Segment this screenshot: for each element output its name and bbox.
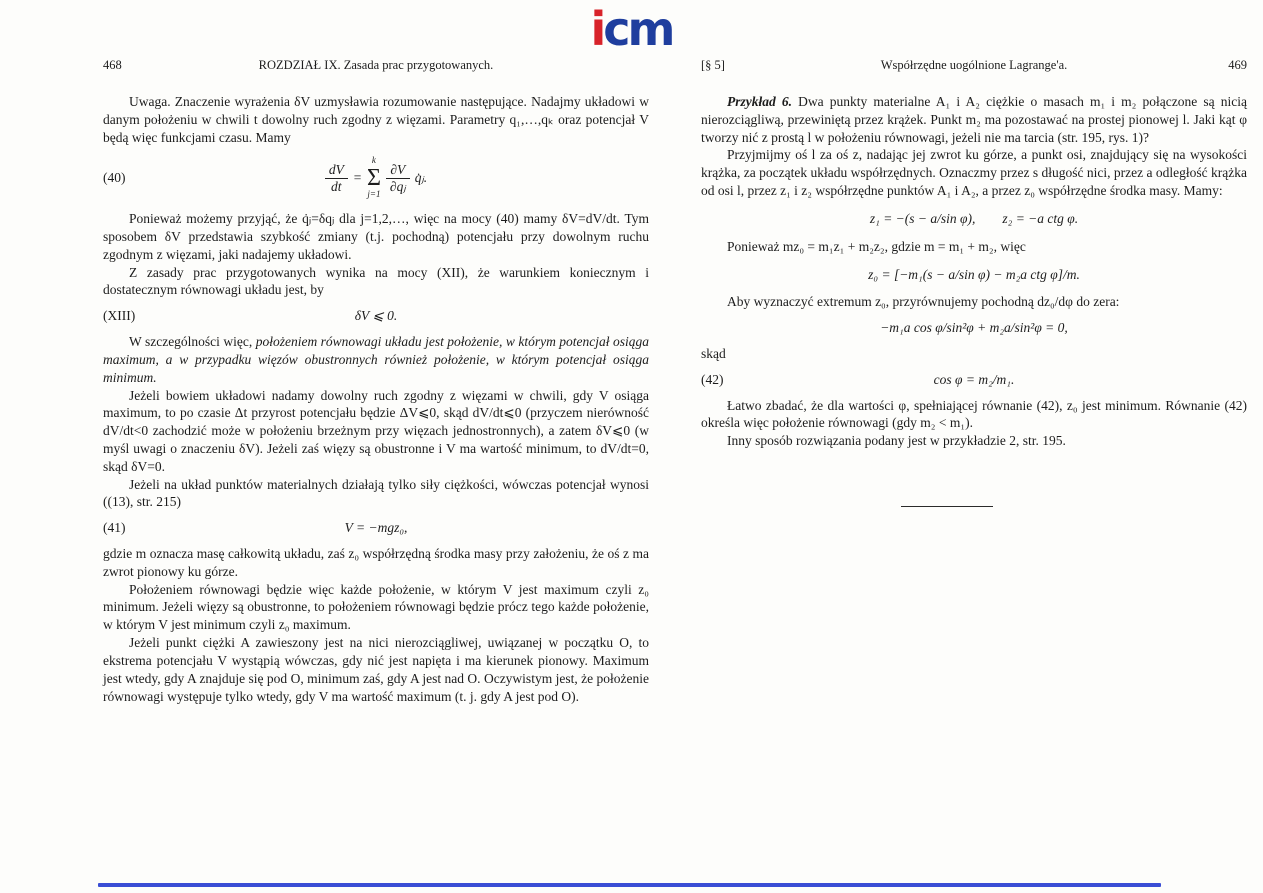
fraction-dV-dqj: $\frac{\partial V}{\text{∂qⱼ}}$ bbox=[386, 162, 410, 194]
equation-41 bbox=[103, 519, 649, 537]
paragraph-polozeniem: Położeniem równowagi będzie więc każde położenie, w którym V jest maximum czyli z₀ minimum. Jeżeli więzy są obustronne, to położeniem równowagi będzie prócz tego każde położenie, w którym V jest minimum czyli z₀ maximum. bbox=[103, 581, 649, 633]
paragraph-poniewaz: Ponieważ możemy przyjąć, że q̇ⱼ=δqⱼ dla j=1,2,…, więc na mocy (40) mamy δV=dV/dt. Tym sposobem δV przedstawia szybkość zmiany (t.j. pochodną) potencjału przy dowolnym ruchu zgodnym z więzami, jaki nadajemy układowi. bbox=[103, 211, 649, 262]
left-running-title: ROZDZIAŁ IX. Zasada prac przygotowanych. bbox=[258, 58, 494, 72]
example-heading: Przykład 6. bbox=[727, 94, 793, 109]
equation-42 bbox=[701, 371, 1247, 389]
right-running-title: Współrzędne uogólnione Lagrange'a. bbox=[880, 58, 1068, 72]
equation-xiii bbox=[103, 307, 649, 325]
equation-40-label: (40) bbox=[103, 170, 126, 186]
equals-sign: = bbox=[352, 170, 362, 186]
equation-z0 bbox=[701, 266, 1247, 284]
paragraph-jezeli-punkt: Jeżeli punkt ciężki A zawieszony jest na nici nierozciągliwej, uwiązanej w początku O, to ekstrema potencjału V wystąpią wówczas, gdy nić jest napięta i ma kierunek pionowy. Maximum jest wtedy, gdy A znajduje się pod O, minimum zaś, gdy A jest nad O. Oczywistym jest, że położenie równowagi występuje tylko wtedy, gdy V ma wartość maximum (t. j. gdy A jest pod O). bbox=[103, 635, 649, 704]
icm-logo bbox=[590, 2, 673, 56]
equation-xiii-text: δV ⩽ 0. bbox=[354, 308, 398, 324]
paragraph-lead-text: W szczególności więc, bbox=[129, 334, 256, 350]
right-page-number: 469 bbox=[1228, 58, 1247, 72]
paragraph-jezeli-bowiem: Jeżeli bowiem układowi nadamy dowolny ruch zgodny z więzami w chwili, gdy V osiąga maximum, to po czasie Δt przyrost potencjału będzie ΔV⩽0, skąd dV/dt⩽0 (przyczem nierówność dV/dt<0 zachodzić może w położeniu brzeżnym przy więzach jednostronnych), a zatem δV⩽0 (w myśl uwagi o znaczeniu δV). Jeżeli zaś więzy są obustronne i V ma wartość minimum, to dV/dt=0, skąd δV=0. bbox=[103, 387, 649, 474]
equation-40-formula bbox=[325, 156, 427, 200]
paragraph-przyjmijmy: Przyjmijmy oś l za oś z, nadając jej zwrot ku górze, a punkt osi, znajdujący się na wysokości krążka, za początek układu współrzędnych. Oznaczmy przez s długość nici, przez a odległość krążka od osi l, przez z₁ i z₂ współrzędne punktów A₁ i A₂, a przez z₀ współrzędne środka masy. Mamy: bbox=[701, 147, 1247, 199]
equation-z1-z2 bbox=[701, 210, 1247, 228]
paragraph-inny: Inny sposób rozwiązania podany jest w przykładzie 2, str. 195. bbox=[727, 433, 1066, 449]
paragraph-gdzie: gdzie m oznacza masę całkowitą układu, zaś z₀ współrzędną środka masy przy założeniu, że oś z ma zwrot pionowy ku górze. bbox=[103, 546, 649, 579]
bottom-blue-line bbox=[98, 883, 1161, 887]
left-page-number: 468 bbox=[103, 58, 122, 72]
paragraph-w-szczegolnosci bbox=[103, 333, 649, 386]
right-page-header bbox=[701, 58, 1247, 73]
summation-symbol: k Σ j=1 bbox=[366, 155, 381, 200]
paragraph-aby: Aby wyznaczyć extremum z₀, przyrównujemy pochodną dz₀/dφ do zera: bbox=[727, 294, 1120, 310]
fraction-dv-dt: $\frac{dV}{dt}$ bbox=[325, 162, 348, 194]
equation-z0-text: z₀ = [−m₁(s − a/sin φ) − m₂a ctg φ]/m. bbox=[868, 266, 1080, 282]
paragraph-uwaga: Uwaga. Znaczenie wyrażenia δV uzmysławia rozumowanie następujące. Nadajmy układowi w danym położeniu w chwili t dowolny ruch zgodny z więzami. Parametry q₁,…,qₖ oraz potencjał V będą więc funkcjami czasu. Mamy bbox=[103, 94, 649, 145]
equation-42-label: (42) bbox=[701, 371, 724, 387]
equation-42-text: cos φ = m₂/m₁. bbox=[933, 371, 1015, 387]
paragraph-z-zasady: Z zasady prac przygotowanych wynika na mocy (XII), że warunkiem koniecznym i dostatecznym równowagi układu jest, by bbox=[103, 264, 649, 298]
paragraph-latwo: Łatwo zbadać, że dla wartości φ, spełniającej równanie (42), z₀ jest minimum. Równanie (42) określa więc położenie równowagi (gdy m₂ < m₁). bbox=[701, 397, 1247, 431]
equation-40 bbox=[103, 156, 649, 200]
equation-derivative bbox=[701, 319, 1247, 337]
example-body-text: Dwa punkty materialne A₁ i A₂ ciężkie o masach m₁ i m₂ połączone są nicią nierozciągliwą, przewiniętą przez krążek. Punkt m₂ ma pozostawać na prostej pionowej l. Jaki kąt φ tworzy nić z prostą l w położeniu równowagi, jeżeli nie ma tarcia (str. 195, rys. 1)? bbox=[701, 94, 1247, 145]
paragraph-italic-text: położeniem równowagi układu jest położenie, w którym potencjał osiąga maximum, a w przypadku więzów obustronnych również położenie, w którym potencjał osiąga minimum. bbox=[103, 334, 649, 385]
equation-40-tail: q̇ⱼ. bbox=[414, 170, 428, 186]
paragraph-skad: skąd bbox=[701, 345, 726, 361]
equation-41-label: (41) bbox=[103, 520, 126, 536]
icm-logo-letter-i: i bbox=[590, 2, 604, 56]
equation-z1-z2-text: z₁ = −(s − a/sin φ), z₂ = −a ctg φ. bbox=[869, 210, 1079, 226]
equation-derivative-text: −m₁a cos φ/sin²φ + m₂a/sin²φ = 0, bbox=[880, 320, 1068, 336]
paragraph-przyklad bbox=[701, 93, 1247, 146]
equation-41-text: V = −mgz₀, bbox=[344, 520, 408, 536]
equation-xiii-label: (XIII) bbox=[103, 308, 136, 324]
section-end-rule bbox=[901, 506, 993, 507]
right-page bbox=[701, 58, 1247, 507]
icm-logo-letters-cm: cm bbox=[603, 2, 673, 56]
left-page-header bbox=[103, 58, 649, 73]
paragraph-poniewaz-mz0: Ponieważ mz₀ = m₁z₁ + m₂z₂, gdzie m = m₁ + m₂, więc bbox=[727, 238, 1026, 254]
left-page bbox=[103, 58, 649, 705]
paragraph-jezeli-na-uklad: Jeżeli na układ punktów materialnych działają tylko siły ciężkości, wówczas potencjał wynosi ((13), str. 215) bbox=[103, 476, 649, 510]
section-mark: [§ 5] bbox=[701, 58, 725, 72]
